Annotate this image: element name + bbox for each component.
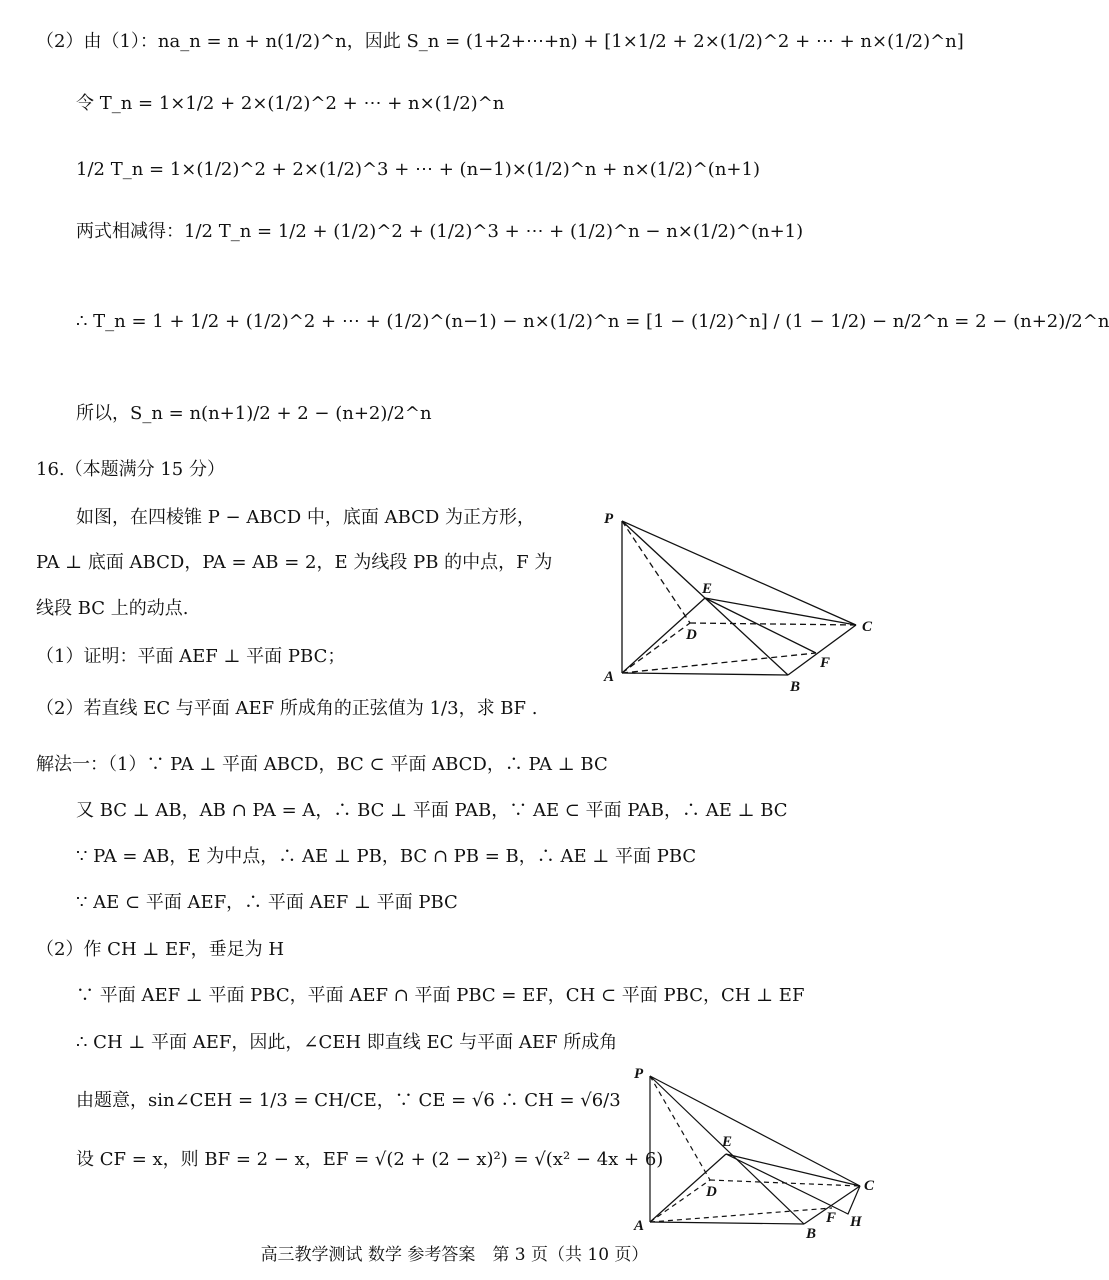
edge-AF <box>622 653 816 673</box>
label2-A: A <box>634 1218 645 1234</box>
line-l10: （1）证明：平面 AEF ⊥ 平面 PBC； <box>36 646 346 667</box>
edge2-AD <box>650 1180 710 1222</box>
line-l20: 设 CF = x，则 BF = 2 − x，EF = √(2 + (2 − x)²) = √(x² − 4x + 6) <box>76 1149 664 1170</box>
line-l04: ∴ T_n = 1 + 1/2 + (1/2)^2 + ⋯ + (1/2)^(n−1) − n×(1/2)^n = [1 − (1/2)^n] / (1 − 1/2) − n/2^n = 2 − (n+2)/2^n <box>76 311 1109 332</box>
label-A: A <box>604 669 615 685</box>
edge-AB <box>622 673 788 675</box>
line-l07: 如图，在四棱锥 P − ABCD 中，底面 ABCD 为正方形， <box>76 507 536 528</box>
label2-C: C <box>864 1178 875 1194</box>
pyramid-figure-1 <box>598 505 888 705</box>
line-l03: 两式相减得：1/2 T_n = 1/2 + (1/2)^2 + (1/2)^3 + ⋯ + (1/2)^n − n×(1/2)^(n+1) <box>76 221 804 242</box>
label2-B: B <box>806 1226 817 1242</box>
line-l17: ∵ 平面 AEF ⊥ 平面 PBC，平面 AEF ∩ 平面 PBC = EF，CH ⊂ 平面 PBC，CH ⊥ EF <box>76 985 805 1006</box>
part2-heading: （2）由（1）：na_n = n + n(1/2)^n，因此 S_n = (1+2+⋯+n) + [1×1/2 + 2×(1/2)^2 + ⋯ + n×(1/2)^n] <box>36 31 964 52</box>
label-D: D <box>686 627 697 643</box>
edge-EC <box>705 598 856 625</box>
line-l18: ∴ CH ⊥ 平面 AEF，因此，∠CEH 即直线 EC 与平面 AEF 所成角 <box>76 1032 618 1053</box>
label2-H: H <box>850 1214 862 1230</box>
edge2-AF <box>650 1208 832 1222</box>
line-l09: 线段 BC 上的动点. <box>36 598 189 619</box>
label-C: C <box>862 619 873 635</box>
line-l13: 又 BC ⊥ AB，AB ∩ PA = A，∴ BC ⊥ 平面 PAB，∵ AE ⊂ 平面 PAB，∴ AE ⊥ BC <box>76 800 788 821</box>
label2-E: E <box>722 1134 733 1150</box>
edge-DC <box>690 623 856 625</box>
line-l12: 解法一：（1）∵ PA ⊥ 平面 ABCD，BC ⊂ 平面 ABCD，∴ PA ⊥ BC <box>36 754 608 775</box>
line-l01: 令 T_n = 1×1/2 + 2×(1/2)^2 + ⋯ + n×(1/2)^n <box>76 93 505 114</box>
line-l05: 所以，S_n = n(n+1)/2 + 2 − (n+2)/2^n <box>76 403 432 424</box>
pyramid-figure-2 <box>630 1062 890 1242</box>
label-F: F <box>820 655 831 671</box>
edge-AD <box>622 623 690 673</box>
line-l02: 1/2 T_n = 1×(1/2)^2 + 2×(1/2)^3 + ⋯ + (n−1)×(1/2)^n + n×(1/2)^(n+1) <box>76 159 760 180</box>
label2-F: F <box>826 1210 837 1226</box>
line-l14: ∵ PA = AB，E 为中点，∴ AE ⊥ PB，BC ∩ PB = B，∴ AE ⊥ 平面 PBC <box>76 846 697 867</box>
page-footer: 高三教学测试 数学 参考答案 第 3 页（共 10 页） <box>260 1245 649 1265</box>
line-l06: 16.（本题满分 15 分） <box>36 459 225 480</box>
line-l11: （2）若直线 EC 与平面 AEF 所成角的正弦值为 1/3，求 BF . <box>36 698 538 719</box>
line-l19: 由题意，sin∠CEH = 1/3 = CH/CE，∵ CE = √6 ∴ CH = √6/3 <box>76 1090 621 1111</box>
label-E: E <box>702 581 713 597</box>
edge2-AB <box>650 1222 804 1224</box>
label-B: B <box>790 679 801 695</box>
line-l15: ∵ AE ⊂ 平面 AEF，∴ 平面 AEF ⊥ 平面 PBC <box>76 892 458 913</box>
label-P: P <box>604 511 614 527</box>
line-l08: PA ⊥ 底面 ABCD，PA = AB = 2，E 为线段 PB 的中点，F 为 <box>36 552 553 573</box>
label2-D: D <box>706 1184 717 1200</box>
edge-EF <box>705 598 816 653</box>
line-l16: （2）作 CH ⊥ EF，垂足为 H <box>36 939 285 960</box>
label2-P: P <box>634 1066 644 1082</box>
